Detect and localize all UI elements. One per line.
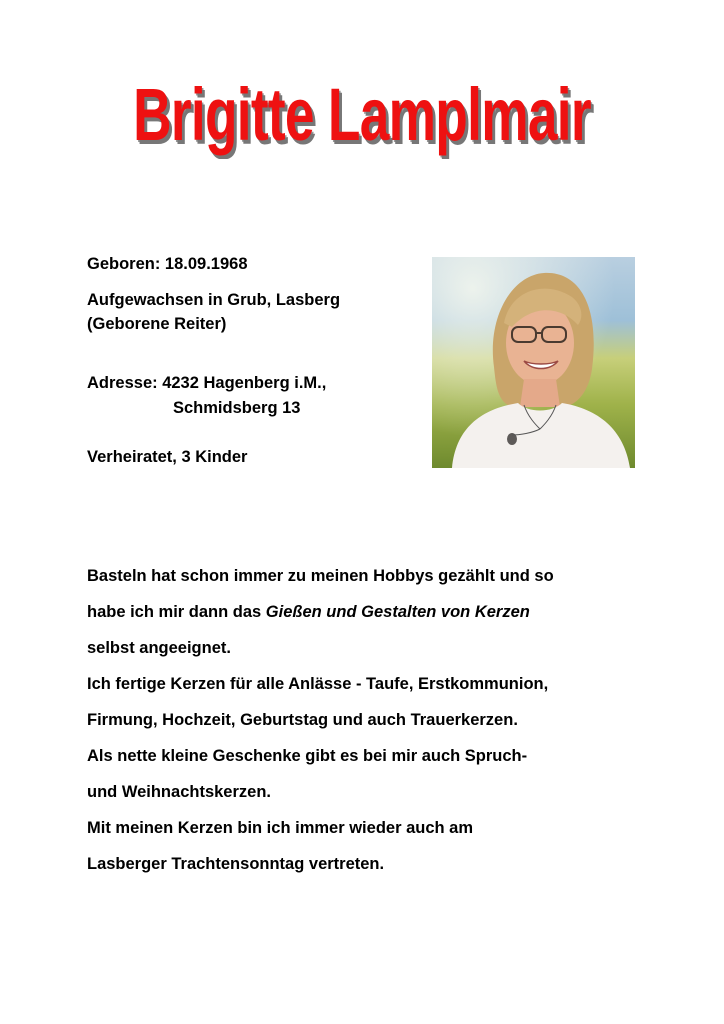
bio-line: Mit meinen Kerzen bin ich immer wieder auch am [87,819,474,837]
bio-line: Lasberger Trachtensonntag vertreten. [87,855,385,873]
page-title: Brigitte Lamplmair [133,73,591,156]
address-line-2: Schmidsberg 13 [173,399,301,417]
address-line-1: Adresse: 4232 Hagenberg i.M., [87,374,327,392]
bio-line: und Weihnachtskerzen. [87,783,271,801]
biography-text [87,563,687,887]
bio-line: Firmung, Hochzeit, Geburtstag und auch Trauerkerzen. [87,711,518,729]
bio-line: Basteln hat schon immer zu meinen Hobbys gezählt und so [87,567,554,585]
maiden-name: (Geborene Reiter) [87,315,227,333]
bio-line: Ich fertige Kerzen für alle Anlässe - Taufe, Erstkommunion, [87,675,549,693]
family-status: Verheiratet, 3 Kinder [87,448,248,466]
bio-line [87,599,687,635]
portrait-photo [432,257,635,468]
raised-in: Aufgewachsen in Grub, Lasberg [87,291,341,309]
bio-line-text: habe ich mir dann das [87,603,266,621]
bio-line: Als nette kleine Geschenke gibt es bei mir auch Spruch- [87,747,528,765]
bio-line: selbst angeeignet. [87,639,231,657]
bio-line-emphasis: Gießen und Gestalten von Kerzen [265,603,530,621]
birth-date: Geboren: 18.09.1968 [87,255,248,273]
